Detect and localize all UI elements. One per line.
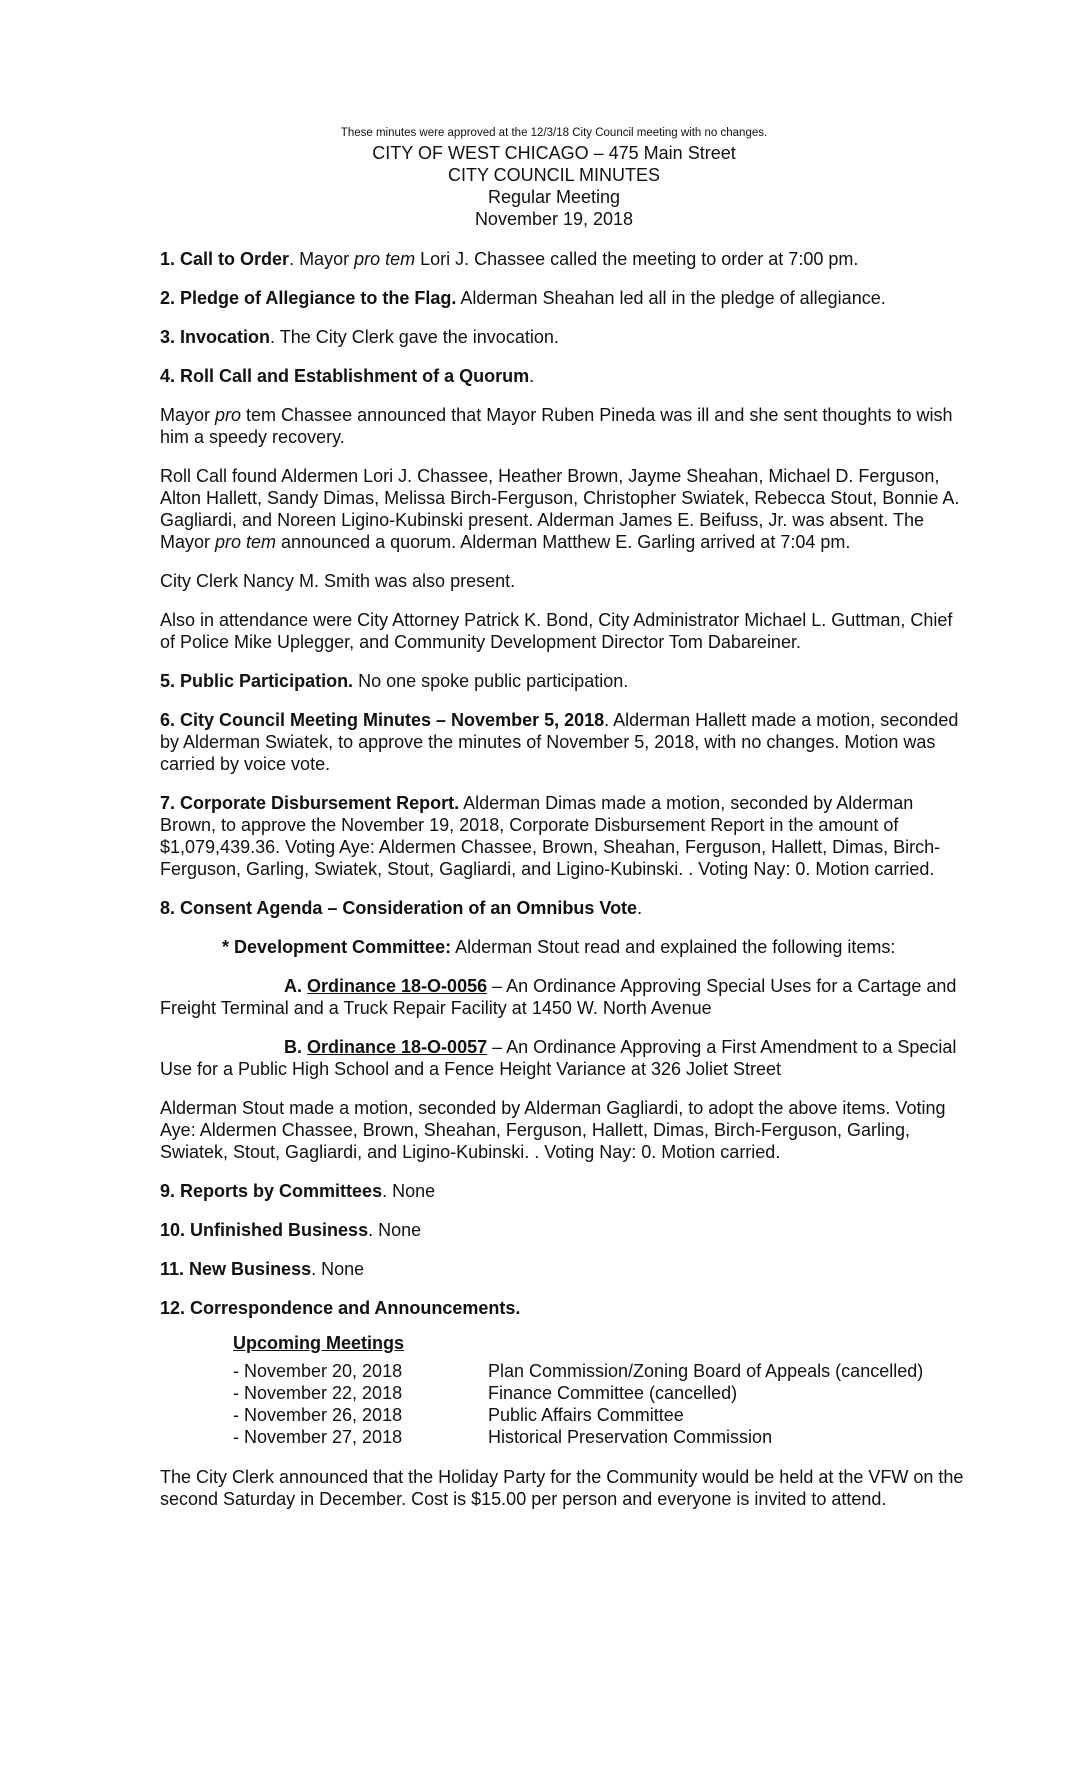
ordinance-text: – An Ordinance Approving a First Amendment to a Special Use for a Public High School and a Fence Height Variance at 326 Joliet Street [160,1037,957,1079]
consent-motion: Alderman Stout made a motion, seconded by Alderman Gagliardi, to adopt the above items. Voting Aye: Aldermen Chassee, Brown, Sheahan, Ferguson, Hallett, Dimas, Birch-Ferguson, Garling, Swiatek, Stout, Gagliardi, and Ligino-Kubinski. . Voting Nay: 0. Motion carried. [160,1098,946,1162]
item-unfinished-business [160,1219,968,1241]
item-heading: Invocation [180,327,271,347]
development-committee [160,936,968,958]
ordinance-a [160,975,968,1019]
roll-call-staff: Also in attendance were City Attorney Patrick K. Bond, City Administrator Michael L. Guttman, Chief of Police Mike Uplegger, and Community Development Director Tom Dabareiner. [160,610,953,652]
bullet-star: * [222,937,230,957]
item-text: . The City Clerk gave the invocation. [270,327,559,347]
meetings-table [233,1360,923,1448]
roll-call-clerk: City Clerk Nancy M. Smith was also present. [160,571,516,591]
paragraph-text: Roll Call found Aldermen Lori J. Chassee, Heather Brown, Jayme Sheahan, Michael D. Ferguson, Alton Hallett, Sandy Dimas, Melissa Birch-Ferguson, Christopher Swiatek, Rebecca Stout, Bonnie A. Gagliardi, and Noreen Ligino-Kubinski present. Alderman James E. Beifuss, Jr. was absent. The Mayor [160,466,960,552]
item-number: 6. [160,710,176,730]
item-minutes [160,709,968,775]
item-heading: Correspondence and Announcements. [190,1298,521,1318]
meeting-name-cell: Finance Committee (cancelled) [488,1383,738,1403]
item-heading: Public Participation. [180,671,354,691]
item-heading: Unfinished Business [190,1220,369,1240]
item-new-business [160,1258,968,1280]
item-heading: Roll Call and Establishment of a Quorum [180,366,530,386]
ordinance-number-link[interactable]: Ordinance 18-O-0056 [307,976,488,996]
item-text: No one spoke public participation. [353,671,629,691]
item-text: . Mayor [289,249,355,269]
paragraph-text: tem Chassee announced that Mayor Ruben Pineda was ill and she sent thoughts to wish him a speedy recovery. [160,405,953,447]
item-number: 7. [160,793,176,813]
table-row [233,1360,923,1382]
item-number: 11. [160,1259,185,1279]
minutes-document [160,126,968,1527]
item-correspondence [160,1297,968,1319]
table-row [233,1382,923,1404]
item-number: 3. [160,327,176,347]
paragraph-text: announced a quorum. Alderman Matthew E. Garling arrived at 7:04 pm. [276,532,851,552]
paragraph-text: Mayor [160,405,216,425]
item-number: 10. [160,1220,186,1240]
item-number: 12. [160,1298,186,1318]
item-text: Alderman Dimas made a motion, seconded by Alderman Brown, to approve the November 19, 2018, Corporate Disbursement Report in the amount of $1,079,439.36. Voting Aye: Aldermen Chassee, Brown, Sheahan, Ferguson, Hallett, Dimas, Birch-Ferguson, Garling, Swiatek, Stout, Gagliardi, and Ligino-Kubinski. . Voting Nay: 0. Motion carried. [160,793,941,879]
item-text: Lori J. Chassee called the meeting to order at 7:00 pm. [415,249,859,269]
committee-heading: Development Committee: [234,937,452,957]
item-number: 4. [160,366,176,386]
meeting-type: Regular Meeting [487,187,621,207]
item-number: 1. [160,249,176,269]
item-public-participation [160,670,968,692]
ordinance-b [160,1036,968,1080]
item-call-to-order [160,248,968,270]
paragraph-text-italic: pro [215,405,242,425]
item-heading: Corporate Disbursement Report. [180,793,460,813]
ordinance-number-link[interactable]: Ordinance 18-O-0057 [307,1037,488,1057]
item-invocation [160,326,968,348]
table-row [233,1404,923,1426]
item-text: . None [368,1220,422,1240]
meeting-name-cell: Historical Preservation Commission [488,1427,773,1447]
table-row [233,1426,923,1448]
item-number: 9. [160,1181,176,1201]
ordinance-letter: A. [284,976,302,996]
item-committee-reports [160,1180,968,1202]
paragraph-text-italic: pro tem [215,532,277,552]
holiday-announcement: The City Clerk announced that the Holiday Party for the Community would be held at the VFW on the second Saturday in December. Cost is $15.00 per person and everyone is invited to attend. [160,1467,964,1509]
roll-call-mayor-note [160,404,968,448]
meeting-name-cell: Public Affairs Committee [488,1405,684,1425]
item-heading: Call to Order [180,249,290,269]
document-title: CITY COUNCIL MINUTES [447,165,661,185]
item-text: . Alderman Hallett made a motion, seconded by Alderman Swiatek, to approve the minutes of November 5, 2018, with no changes. Motion was carried by voice vote. [160,710,959,774]
item-roll-call [160,365,968,387]
item-text: . None [311,1259,365,1279]
item-pledge [160,287,968,309]
item-number: 8. [160,898,176,918]
item-heading: City Council Meeting Minutes – November 5, 2018 [180,710,605,730]
roll-call-attendance [160,465,968,553]
upcoming-meetings [233,1332,968,1448]
meeting-date-cell: - November 20, 2018 [233,1361,403,1381]
committee-text: Alderman Stout read and explained the following items: [451,937,896,957]
item-disbursement [160,792,968,880]
item-heading: New Business [189,1259,312,1279]
meeting-date-cell: - November 22, 2018 [233,1383,403,1403]
item-text-italic: pro tem [354,249,416,269]
item-heading: Pledge of Allegiance to the Flag. [180,288,457,308]
city-heading: CITY OF WEST CHICAGO – 475 Main Street [372,143,736,163]
item-consent-agenda [160,897,968,919]
item-heading-end: . [637,898,643,918]
item-number: 5. [160,671,176,691]
item-number: 2. [160,288,176,308]
item-text: Alderman Sheahan led all in the pledge of allegiance. [456,288,886,308]
item-heading: Consent Agenda – Consideration of an Omnibus Vote [180,898,638,918]
item-heading-end: . [529,366,535,386]
item-text: . None [382,1181,436,1201]
meeting-date-cell: - November 27, 2018 [233,1427,403,1447]
meeting-name-cell: Plan Commission/Zoning Board of Appeals (cancelled) [488,1361,924,1381]
item-heading: Reports by Committees [180,1181,383,1201]
ordinance-text: – An Ordinance Approving Special Uses for a Cartage and Freight Terminal and a Truck Repair Facility at 1450 W. North Avenue [160,976,957,1018]
ordinance-letter: B. [284,1037,302,1057]
document-header [160,126,968,230]
meeting-date: November 19, 2018 [474,209,634,229]
upcoming-meetings-title: Upcoming Meetings [233,1333,405,1353]
approval-note: These minutes were approved at the 12/3/18 City Council meeting with no changes. [340,127,768,139]
meeting-date-cell: - November 26, 2018 [233,1405,403,1425]
